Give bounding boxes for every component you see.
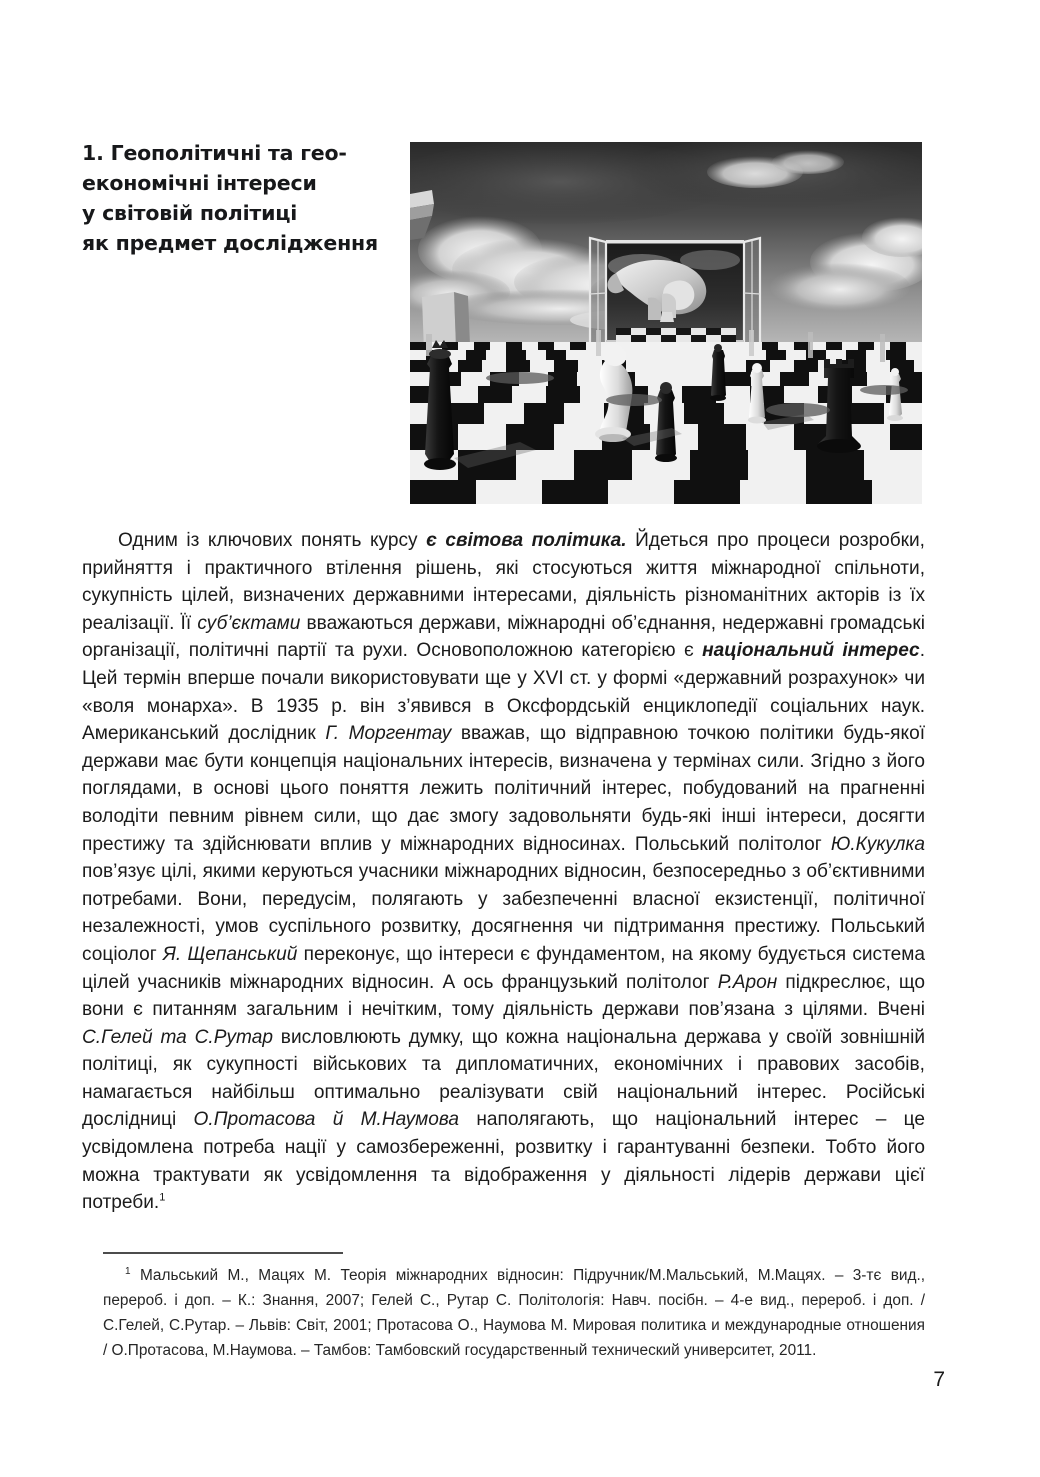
segment-3-emphasis: суб’єктами (197, 612, 301, 634)
footnote-separator-rule (103, 1252, 343, 1254)
segment-16: висловлюють думку, що кожна національна держава у своїй зовнішній політиці, як сукупності військових та дипломатичних, економічних і правових засобів, намагається найбільш оптимально реалізувати свій національний інтерес. Російські дослідниці (82, 1026, 925, 1131)
page-title-line-4: як предмет дослідження (82, 231, 378, 255)
body-text (82, 527, 925, 1217)
segment-11-emphasis: Я. Щепанський (162, 943, 298, 965)
surrealist-chessboard-illustration (410, 142, 922, 504)
segment-18: наполягають, що національний інтерес – це усвідомлена потреба нації у самозбереженні, розвитку і гарантуванні безпеки. Тобто його можна трактувати як усвідомлення та відображення у діяльності лідерів держави цієї потреби. (82, 1109, 925, 1214)
segment-13-emphasis: Р.Арон (717, 971, 778, 993)
main-paragraph (82, 527, 925, 1217)
illustration-artwork (410, 142, 922, 504)
page-title (82, 138, 392, 258)
segment-12: переконує, що інтереси є фундаментом, на якому будується система цілей учасників міжнародних відносин. А ось французький політолог (82, 943, 925, 993)
segment-9-emphasis: Ю.Кукулка (830, 833, 925, 855)
segment-7-emphasis: Г. Моргентау (325, 723, 452, 745)
segment-15-emphasis: С.Гелей та С.Рутар (82, 1026, 273, 1048)
footnote-number: 1 (125, 1265, 131, 1277)
segment-17-emphasis: О.Протасова й М.Наумова (193, 1109, 460, 1131)
segment-14: підкреслює, що вони є питанням загальним і нечітким, тому діяльність держави пов’язана з цілями. Вчені (82, 971, 925, 1021)
segment-2: Йдеться про процеси розробки, прийняття і практичного втілення рішень, які стосуються життя міжнародної спільноти, сукупність цілей, визначених державними інтересами, діяльність різноманітних акторів із їх реалізації. Її (82, 530, 925, 634)
page-title-line-2: економічні інтереси (82, 171, 317, 195)
segment-6: . Цей термін вперше почали використовувати ще у XVI ст. у формі «державний розрахунок» чи «воля монарха». В 1935 р. він з’явився в Оксфордській енциклопедії соціальних наук. Американський дослідник (82, 640, 925, 745)
segment-4: вважаються держави, міжнародні об’єднання, недержавні громадські організації, політичні партії та рухи. Основоположною категорією є (82, 612, 926, 662)
segment-8: вважав, що відправною точкою політики будь-якої держави має бути концепція національних інтересів, визначена у термінах сили. Згідно з його поглядами, в основі цього поняття лежить політичний інтерес, побудований на прагненні володіти певним рівнем сили, що дає змогу задовольняти будь-які інші інтереси, досягти престижу та здійснювати вплив у міжнародних відносинах. Польський політолог (82, 723, 926, 855)
segment-10: пов’язує цілі, якими керуються учасники міжнародних відносин, безпосередньо з об’єктивними потребами. Вони, передусім, полягають у забезпеченні власної екзистенції, політичної незалежності, умов суспільного розвитку, досягнення чи підтримання престижу. Польський соціолог (82, 861, 925, 965)
page-number: 7 (933, 1368, 945, 1391)
segment-1-emphasis: є світова політика. (426, 530, 627, 551)
footnote-reference-marker[interactable]: 1 (159, 1191, 166, 1204)
footnote-text (103, 1263, 925, 1363)
segment-0: Одним із ключових понять курсу (118, 530, 427, 551)
distant-chessboard (616, 328, 736, 342)
page-title-line-1: 1. Геополітичні та гео- (82, 141, 347, 165)
footnote-citation: Мальський М., Мацях М. Теорія міжнародних відносин: Підручник/М.Мальський, М.Мацях. – 3-тє вид., перероб. і доп. – К.: Знання, 2007; Гелей С., Рутар С. Політологія: Навч. посібн. – 4-е вид., перероб. і доп. / С.Гелей, С.Рутар. – Львів: Світ, 2001; Протасова О., Наумова М. Мировая политика и международные отношения / О.Протасова, М.Наумова. – Тамбов: Тамбовский государственный технический университет, 2011. (103, 1266, 925, 1359)
page-title-line-3: у світовій політиці (82, 201, 298, 225)
segment-5-emphasis: національний інтерес (702, 640, 920, 662)
footnote-block (103, 1252, 925, 1363)
